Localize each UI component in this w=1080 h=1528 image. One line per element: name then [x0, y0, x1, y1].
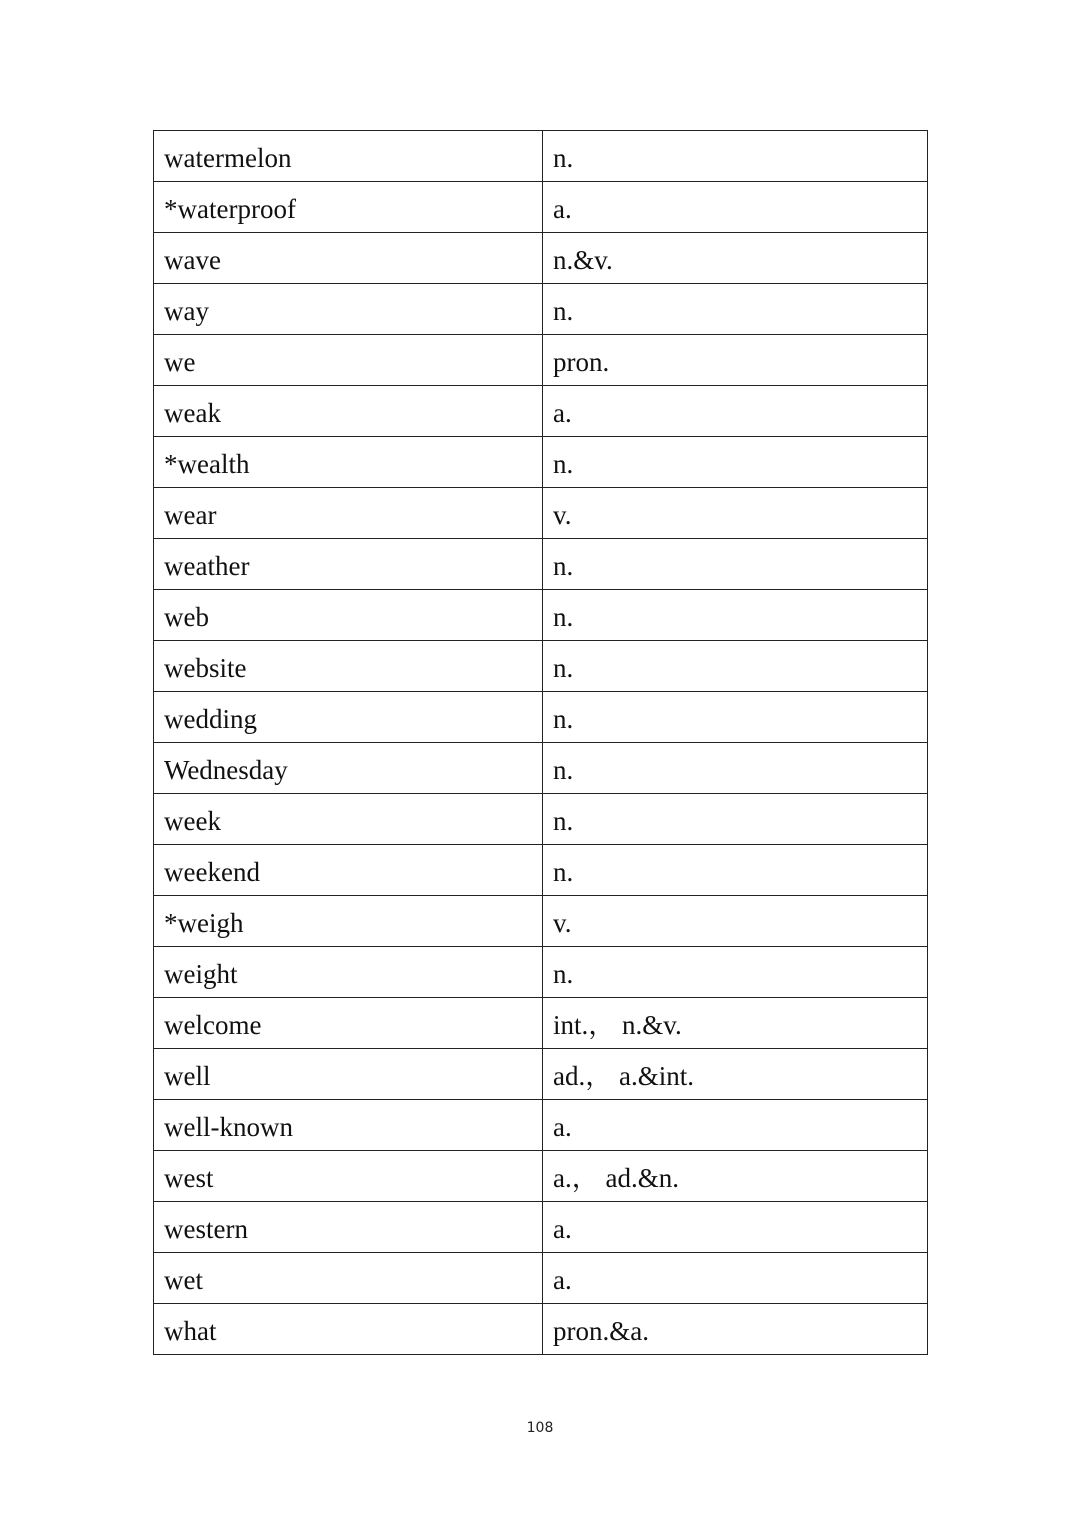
- table-row: [154, 1100, 928, 1151]
- part-of-speech-cell: n.: [543, 692, 928, 743]
- part-of-speech-cell: n.: [543, 794, 928, 845]
- word-cell: wear: [154, 488, 543, 539]
- word-cell: welcome: [154, 998, 543, 1049]
- table-row: [154, 1202, 928, 1253]
- part-of-speech-cell: a.， ad.&n.: [543, 1151, 928, 1202]
- word-cell: week: [154, 794, 543, 845]
- table-row: [154, 182, 928, 233]
- part-of-speech-cell: n.: [543, 284, 928, 335]
- table-row: [154, 692, 928, 743]
- part-of-speech-cell: n.&v.: [543, 233, 928, 284]
- table-row: [154, 947, 928, 998]
- word-cell: weather: [154, 539, 543, 590]
- word-cell: *wealth: [154, 437, 543, 488]
- table-row: [154, 794, 928, 845]
- page-number: 108: [526, 1420, 554, 1436]
- table-row: [154, 386, 928, 437]
- table-row: [154, 743, 928, 794]
- part-of-speech-cell: n.: [543, 947, 928, 998]
- word-cell: well-known: [154, 1100, 543, 1151]
- table-row: [154, 590, 928, 641]
- table-row: [154, 131, 928, 182]
- table-row: [154, 1151, 928, 1202]
- word-cell: weak: [154, 386, 543, 437]
- word-cell: web: [154, 590, 543, 641]
- part-of-speech-cell: n.: [543, 590, 928, 641]
- word-cell: weight: [154, 947, 543, 998]
- word-cell: Wednesday: [154, 743, 543, 794]
- part-of-speech-cell: n.: [543, 539, 928, 590]
- part-of-speech-cell: pron.&a.: [543, 1304, 928, 1355]
- word-cell: western: [154, 1202, 543, 1253]
- word-cell: way: [154, 284, 543, 335]
- table-row: [154, 539, 928, 590]
- part-of-speech-cell: pron.: [543, 335, 928, 386]
- part-of-speech-cell: a.: [543, 182, 928, 233]
- part-of-speech-cell: ad.， a.&int.: [543, 1049, 928, 1100]
- word-cell: *waterproof: [154, 182, 543, 233]
- part-of-speech-cell: v.: [543, 488, 928, 539]
- vocabulary-table-body: [154, 131, 928, 1355]
- table-row: [154, 233, 928, 284]
- table-row: [154, 896, 928, 947]
- part-of-speech-cell: n.: [543, 845, 928, 896]
- part-of-speech-cell: n.: [543, 743, 928, 794]
- part-of-speech-cell: n.: [543, 131, 928, 182]
- part-of-speech-cell: a.: [543, 1202, 928, 1253]
- word-cell: well: [154, 1049, 543, 1100]
- table-row: [154, 437, 928, 488]
- part-of-speech-cell: a.: [543, 1100, 928, 1151]
- table-row: [154, 1253, 928, 1304]
- vocabulary-table: [153, 130, 928, 1355]
- word-cell: website: [154, 641, 543, 692]
- word-cell: watermelon: [154, 131, 543, 182]
- word-cell: wet: [154, 1253, 543, 1304]
- word-cell: what: [154, 1304, 543, 1355]
- part-of-speech-cell: a.: [543, 1253, 928, 1304]
- table-row: [154, 998, 928, 1049]
- word-cell: wave: [154, 233, 543, 284]
- part-of-speech-cell: int.， n.&v.: [543, 998, 928, 1049]
- part-of-speech-cell: v.: [543, 896, 928, 947]
- part-of-speech-cell: n.: [543, 437, 928, 488]
- word-cell: *weigh: [154, 896, 543, 947]
- table-row: [154, 845, 928, 896]
- word-cell: wedding: [154, 692, 543, 743]
- table-row: [154, 1304, 928, 1355]
- table-row: [154, 488, 928, 539]
- part-of-speech-cell: a.: [543, 386, 928, 437]
- table-row: [154, 284, 928, 335]
- table-row: [154, 1049, 928, 1100]
- word-cell: west: [154, 1151, 543, 1202]
- table-row: [154, 641, 928, 692]
- table-row: [154, 335, 928, 386]
- word-cell: weekend: [154, 845, 543, 896]
- word-cell: we: [154, 335, 543, 386]
- part-of-speech-cell: n.: [543, 641, 928, 692]
